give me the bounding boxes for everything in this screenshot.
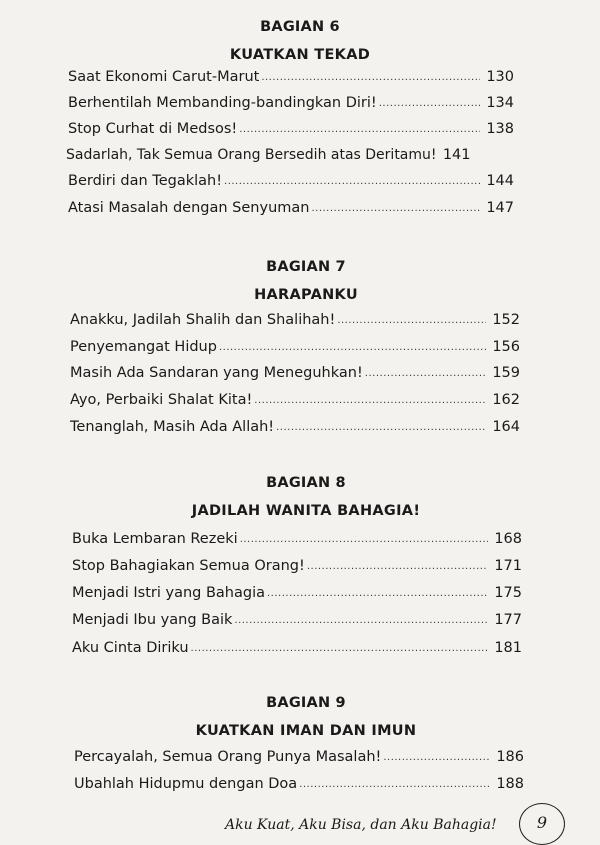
toc-entry[interactable]	[70, 416, 520, 438]
entry-title: Aku Cinta Diriku	[72, 640, 189, 656]
dot-leader	[379, 93, 480, 115]
entry-page: 147	[486, 200, 514, 216]
entry-title: Anakku, Jadilah Shalih dan Shalihah!	[70, 312, 336, 328]
toc-entry[interactable]	[72, 637, 522, 659]
entry-title: Menjadi Ibu yang Baik	[72, 612, 233, 628]
dot-leader	[311, 198, 480, 220]
toc-entry[interactable]	[68, 170, 514, 192]
entry-page: 141	[442, 147, 471, 163]
entry-page: 164	[492, 419, 520, 435]
entry-page: 175	[494, 585, 522, 601]
entry-title: Stop Curhat di Medsos!	[68, 121, 238, 137]
section-title: KUATKAN TEKAD	[229, 47, 371, 63]
entry-page: 162	[492, 392, 520, 408]
entry-title: Masih Ada Sandaran yang Meneguhkan!	[70, 365, 363, 381]
toc-entry[interactable]	[70, 336, 520, 358]
dot-leader	[383, 747, 490, 769]
section-number: BAGIAN 8	[266, 475, 346, 491]
toc-entry[interactable]	[68, 118, 514, 140]
dot-leader	[267, 583, 488, 605]
toc-entry[interactable]	[72, 609, 522, 631]
entry-page: 152	[492, 312, 520, 328]
entry-title: Buka Lembaran Rezeki	[72, 531, 238, 547]
entry-page: 130	[486, 69, 514, 85]
entry-page: 156	[492, 339, 520, 355]
toc-entry[interactable]	[74, 773, 524, 795]
toc-entry[interactable]	[70, 389, 520, 411]
dot-leader	[254, 390, 486, 412]
toc-entry[interactable]	[72, 555, 522, 577]
page-number-badge: 9	[519, 803, 565, 845]
entry-page: 144	[486, 173, 514, 189]
entry-page: 181	[494, 640, 522, 656]
entry-title: Ayo, Perbaiki Shalat Kita!	[70, 392, 253, 408]
toc-entry[interactable]	[68, 92, 514, 114]
section-bagian-6	[0, 16, 600, 66]
toc-entry[interactable]	[70, 309, 520, 331]
dot-leader	[337, 310, 486, 332]
toc-entry[interactable]	[70, 362, 520, 384]
dot-leader	[219, 337, 486, 359]
section-number: BAGIAN 9	[266, 695, 346, 711]
section-bagian-8	[6, 472, 600, 522]
section-title: KUATKAN IMAN DAN IMUN	[195, 723, 417, 739]
toc-entry[interactable]	[68, 197, 514, 219]
entry-page: 171	[494, 558, 522, 574]
dot-leader	[240, 529, 488, 551]
entry-title: Ubahlah Hidupmu dengan Doa	[74, 776, 298, 792]
entry-title: Menjadi Istri yang Bahagia	[72, 585, 265, 601]
entry-title: Sadarlah, Tak Semua Orang Bersedih atas Deritamu!	[66, 147, 437, 163]
entry-page: 138	[486, 121, 514, 137]
dot-leader	[191, 638, 488, 660]
dot-leader	[234, 610, 488, 632]
toc-entry[interactable]	[72, 582, 522, 604]
section-title: HARAPANKU	[254, 287, 358, 303]
entry-title: Berdiri dan Tegaklah!	[68, 173, 223, 189]
entry-page: 186	[496, 749, 524, 765]
entry-title: Saat Ekonomi Carut-Marut	[68, 69, 260, 85]
dot-leader	[239, 119, 480, 141]
dot-leader	[299, 774, 490, 796]
section-title: JADILAH WANITA BAHAGIA!	[191, 503, 421, 519]
dot-leader	[276, 417, 486, 439]
running-footer-title: Aku Kuat, Aku Bisa, dan Aku Bahagia!	[225, 817, 497, 833]
entry-page: 134	[486, 95, 514, 111]
section-number: BAGIAN 7	[266, 259, 346, 275]
entry-page: 168	[494, 531, 522, 547]
entry-title: Stop Bahagiakan Semua Orang!	[72, 558, 305, 574]
toc-entry[interactable]	[66, 144, 516, 166]
entry-title: Atasi Masalah dengan Senyuman	[68, 200, 310, 216]
section-bagian-9	[6, 692, 600, 742]
dot-leader	[224, 171, 480, 193]
dot-leader	[261, 67, 480, 89]
entry-title: Penyemangat Hidup	[70, 339, 217, 355]
dot-leader	[307, 556, 488, 578]
toc-entry[interactable]	[72, 528, 522, 550]
section-bagian-7	[6, 256, 600, 306]
entry-title: Berhentilah Membanding-bandingkan Diri!	[68, 95, 377, 111]
entry-page: 177	[494, 612, 522, 628]
entry-page: 159	[492, 365, 520, 381]
section-number: BAGIAN 6	[260, 19, 340, 35]
dot-leader	[365, 363, 486, 385]
entry-page: 188	[496, 776, 524, 792]
toc-entry[interactable]	[68, 66, 514, 88]
entry-title: Percayalah, Semua Orang Punya Masalah!	[74, 749, 382, 765]
toc-entry[interactable]	[74, 746, 524, 768]
entry-title: Tenanglah, Masih Ada Allah!	[70, 419, 275, 435]
